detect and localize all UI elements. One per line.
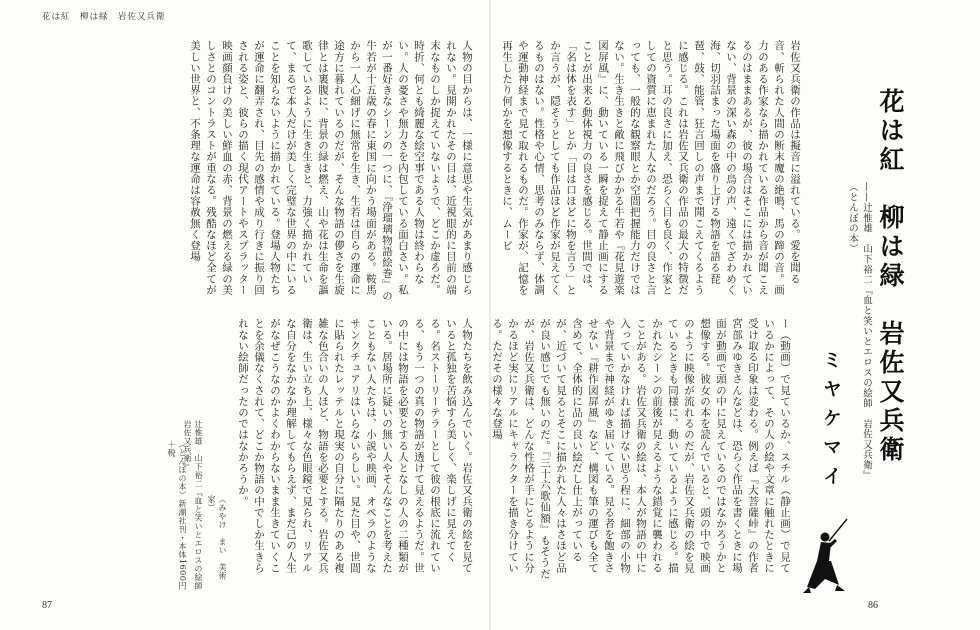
- author-name: ミヤケマイ: [820, 350, 842, 495]
- credit-publisher: （とんぼの本）新潮社刊・本体1600円＋税: [167, 440, 187, 590]
- swordsman-illustration: [795, 515, 855, 595]
- article-subtitle: ——辻惟雄 山下裕二『血と笑いとエロスの絵師 岩佐又兵衛』（とんぼの本）: [847, 182, 872, 481]
- page-number-left: 87: [42, 600, 52, 611]
- page-gutter: [489, 0, 491, 630]
- article-title: 花は紅 柳は緑 岩佐又兵衛: [876, 88, 905, 465]
- credit-author: （みやけ まい 美術家）: [207, 495, 227, 580]
- page-number-right: 86: [868, 600, 878, 611]
- running-head: 花は紅 柳は緑 岩佐又兵衛: [42, 12, 166, 22]
- body-top-left: 人物の目からは、一様に意思や生気があまり感じられない。見開かれたその目は、近視眼的に目前の端末なものしか捉えていないようで、どこか虚ろだ。時折、何とも綺麗な絵空事である人物は終わらない。人の憂さや無力さを内包している面白さい。私が一番好きなシーンの一つに、『浄瑠璃物語絵巻』の牛若が十五歳の春に東国に向かう場面がある。鞍馬から一人心細げに無常を生き、生若は自らの運命に途方に暮れているのだが、そんな物語の儚さを生旋律とは裏腹に、背景の緑は燃え、山や花は生命を謳歌しているように生き生きと、力強く描かれていて、まるで本人だけが美しく完璧な世界の中にいることを知らないように描かれている。登場人物たちが運命に翻弄され、目先の感情や成り行きに振り回される姿と、彼らの描く現代アートやスプラッター映画顔負けの美しい鮮血の赤、背景の燃える緑の美しさとのコントラストが重なる。残酷なほど全てが美しい世界と、不条理な運命は容赦無く登場: [189, 40, 473, 302]
- body-top-right: 岩佐又兵衛の作品は擬音に溢れている。愛を聞る音、斬られた人間の断末魔の絶鳴、馬の蹄の音。画力のある作家なら描かれている作品から音が聞こえるのはままあるが、彼の場合はそこには描かれていない、背景の深い森の中の鳥の声、遠くでざわめく海、切羽詰まった場面を盛り上げる物語を語る琵琶、鼓、能管、狂言回しの声まで聞こえてくるように感じる。これは岩佐又兵衛の作品の最大の特徴だと思う。耳の良さに加え、恐らく目も良く、作家としての資質に恵まれた人なのだろう。目の良さと言っても、一般的な観察眼とか空間把握能力だけではない。生き生きと敵に飛びかかる牛若や『花見遊楽図屏風』に、動いている一瞬を捉えて静止画にすることが出来る動体視力の良さを感じる。世間では、「名は体を表す」とか「目は口ほどに物を言う」とか言うが、隠そうとしても作品ほど作家が見えてくるものはない。性格や心情、思考のみならず、体調や運動神経まで見て取れるものだ。作家が、記憶を再生したり何かを想像するときに、ムービ: [501, 40, 801, 296]
- body-bottom-right: ー（動画）で見ているか、スチル（静止画）で見ているかによって、その人の絵や文章に触れたときに受け取る印象は変わる。例えば『大菩薩峠』の作者宮部みゆきさんなどは、恐らく作品を書くときに場面が動画で頭の中に見えているのではなかろうかと想像する。彼女の本を読んでいると、頭の中で映画のように映像が流れるのだが、岩佐又兵衛の絵を見ているときも同様に、動いているように感じる。描かれたシーンの前後が見えるような錯覚に襲われることがある。岩佐又兵衛の絵は、本人が物語の中に入っていかなければ描けない思う程に、細部の小物や背景まで神経がゆき届いている。見る者を飽きさせない『耕作図屏風』など、構図も筆の運びも全て含めて、全体的に品の良い絵だし仕上がっているが、近づいて見るとそこに描かれた人々はさほど品が良い感じでも無いのだ。『三十六歌仙額』もそうだが、岩佐又兵衛は、どんな性格が手にとるように分かるほど実にリアルにキャラクターを描き分けている。ただその様々な登場: [491, 318, 791, 580]
- body-bottom-left: 人物たちを飲み込んでいく。岩佐又兵衛の絵を見ていると孤独を苦悩すら美しく、楽しげに見えてくる。名ストーリーテラーとして彼の根底に流れている、もう一つの真の物語が透けて見えるようだ。世の中には物語を必要とする人となしの人の二種類がいる。居場所に疑いの無い人やそんなことを考えたこともない人たちは、小説や映画、オペラのようなサンクチュアリはいらないらしい。見た目や、世間に貼られたレッテルと現実の自分に隔たりのある複雑な色合いの人ほど、物語を必要とする。岩佐又兵衛は、生い立ち上、様々な色眼鏡で見られ、リアルな自分をなかなか理解してもらえず、まだ己の人生がなぜこうなのかよくわからないまま生きていくことを余儀なくされて、どこか物語の中でしか生きられない絵師だったのではなかろうか。: [237, 318, 473, 574]
- credit-book: 辻惟雄 山下裕二『血と笑いとエロスの絵師 岩佐又兵衛』: [183, 420, 203, 599]
